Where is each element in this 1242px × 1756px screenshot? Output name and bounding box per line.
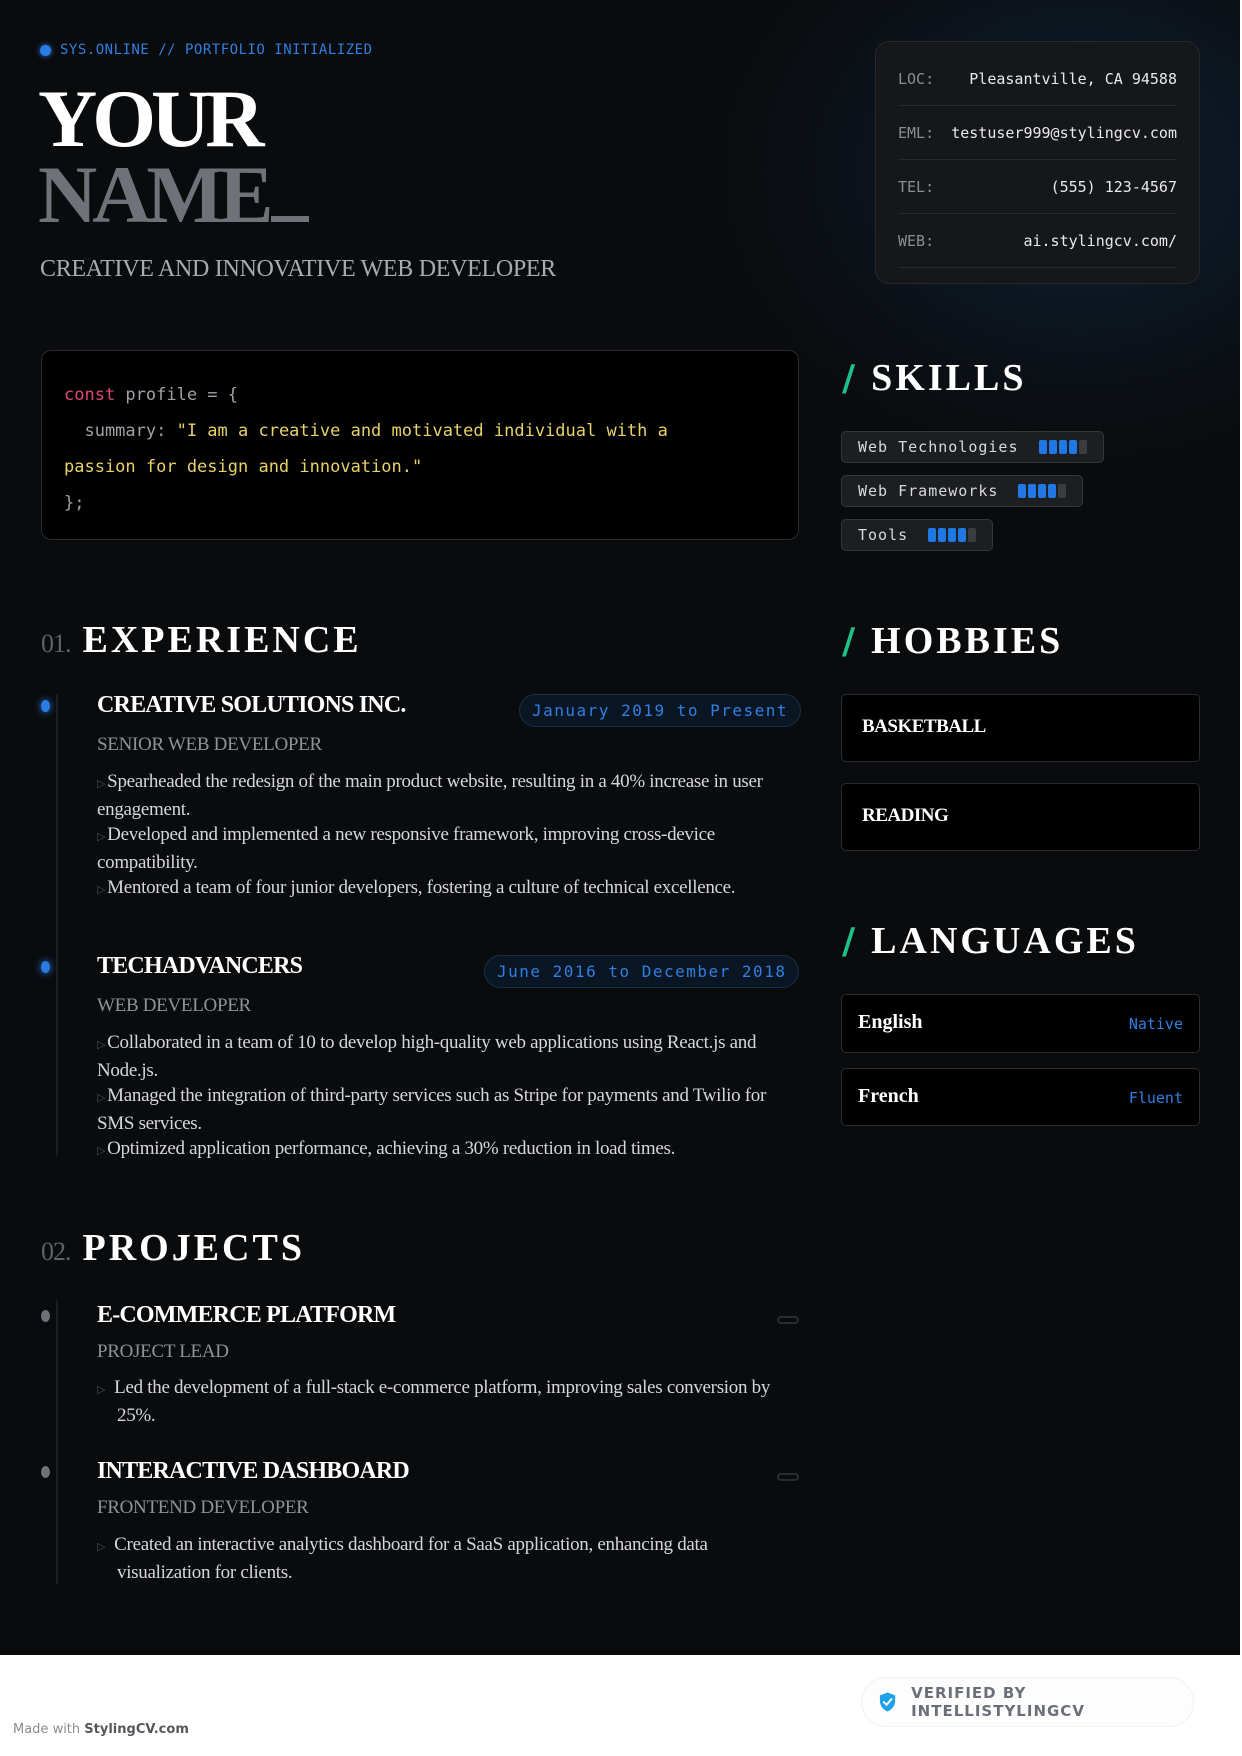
contact-value: Pleasantville, CA 94588 [969,69,1177,88]
triangle-right-icon: ▷ [97,1541,106,1553]
contact-row-phone [898,160,1177,214]
skill-level-bars [928,528,976,542]
language-card [841,994,1200,1053]
timeline-dot-icon [41,961,50,973]
slash-icon: / [842,357,856,399]
skill-label: Tools [858,526,909,544]
bullet-item: ▷ Spearheaded the redesign of the main product website, resulting in a 40% increase in user engagement. [97,771,763,820]
section-number: 02. [41,1237,71,1266]
email-link[interactable]: testuser999@stylingcv.com [951,123,1177,142]
code-line: passion for design and innovation." [64,457,423,477]
name-last-text: NAME [38,149,269,240]
section-title: HOBBIES [871,620,1064,662]
job-role: SENIOR WEB DEVELOPER [97,734,322,755]
language-level: Native [1128,1015,1183,1033]
section-number: 01. [41,629,71,658]
hobby-card [841,694,1200,762]
skill-label: Web Frameworks [858,482,999,500]
brand-link[interactable]: StylingCV.com [84,1722,189,1737]
bullet-item: ▷ Mentored a team of four junior developers, fostering a culture of technical excellence. [97,877,736,898]
triangle-right-icon: ▷ [97,884,106,896]
triangle-right-icon: ▷ [97,1039,106,1051]
project-role: FRONTEND DEVELOPER [97,1497,309,1518]
company-name: TECHADVANCERS [97,953,303,979]
contact-key: EML: [898,123,935,142]
contact-card [875,41,1200,284]
profile-summary-code [41,350,799,540]
status-line [40,42,373,58]
skill-level-bars [1018,484,1066,498]
language-card [841,1068,1200,1126]
date-badge: January 2019 to Present [519,694,801,727]
triangle-right-icon: ▷ [97,831,106,843]
bullet-item: ▷ Managed the integration of third-party services such as Stripe for payments and Twilio for SMS services. [97,1085,767,1134]
section-title: EXPERIENCE [82,619,362,661]
bullet-item: ▷ Developed and implemented a new responsive framework, improving cross-device compatibility. [97,824,715,873]
verified-text: VERIFIED BY INTELLISTYLINGCV [911,1684,1085,1720]
skill-tag [841,519,993,551]
skill-tag [841,475,1083,507]
bullet-item: ▷ Created an interactive analytics dashboard for a SaaS application, enhancing data visualization for clients. [97,1534,708,1583]
contact-key: TEL: [898,177,935,196]
project-name: INTERACTIVE DASHBOARD [97,1458,409,1484]
triangle-right-icon: ▷ [97,1092,106,1104]
cursor-icon [271,216,309,222]
triangle-right-icon: ▷ [97,1145,106,1157]
timeline-line [56,1300,58,1584]
contact-key: WEB: [898,231,935,250]
website-link[interactable]: ai.stylingcv.com/ [1023,231,1177,250]
bullet-list [97,1030,797,1164]
contact-key: LOC: [898,69,935,88]
contact-row-email[interactable] [898,106,1177,160]
code-line: const profile = { [64,385,239,405]
timeline-dot-icon [41,1466,50,1478]
slash-icon: / [842,620,856,662]
hobby-label: BASKETBALL [862,716,986,737]
timeline-dot-icon [41,1310,50,1322]
bullet-item: ▷ Optimized application performance, achieving a 30% reduction in load times. [97,1138,676,1159]
shield-check-icon [878,1691,897,1713]
slash-icon: / [842,920,856,962]
job-role: WEB DEVELOPER [97,995,251,1016]
status-text: SYS.ONLINE // PORTFOLIO INITIALIZED [60,42,373,58]
language-name: French [858,1085,919,1107]
skill-level-bars [1039,440,1087,454]
experience-heading [41,618,362,662]
projects-heading [41,1226,305,1270]
skills-heading [842,356,1026,400]
date-badge: June 2016 to December 2018 [484,955,799,988]
project-name: E-COMMERCE PLATFORM [97,1302,396,1328]
bullet-list [97,769,797,903]
bullet-list [97,1532,797,1585]
triangle-right-icon: ▷ [97,778,106,790]
tagline: CREATIVE AND INNOVATIVE WEB DEVELOPER [40,256,556,282]
project-link-pill[interactable] [777,1316,799,1324]
section-title: LANGUAGES [871,920,1139,962]
skill-tag [841,431,1104,463]
timeline-line [56,694,58,1156]
hobby-card [841,783,1200,851]
contact-value: (555) 123-4567 [1050,177,1177,196]
name-last [38,149,309,240]
name-first: YOUR [38,73,260,164]
verified-badge[interactable] [861,1677,1194,1727]
contact-row-location [898,52,1177,106]
bullet-item: ▷ Led the development of a full-stack e-commerce platform, improving sales conversion by 25%. [97,1377,771,1426]
hobby-label: READING [862,805,949,826]
section-title: SKILLS [871,357,1027,399]
code-line: }; [64,493,85,513]
company-name: CREATIVE SOLUTIONS INC. [97,692,406,718]
skill-label: Web Technologies [858,438,1019,456]
project-role: PROJECT LEAD [97,1341,229,1362]
language-name: English [858,1011,923,1033]
status-dot-icon [40,45,51,56]
contact-row-web[interactable] [898,214,1177,268]
project-link-pill[interactable] [777,1473,799,1481]
hobbies-heading [842,619,1063,663]
code-line: summary: "I am a creative and motivated individual with a [64,421,668,441]
bullet-item: ▷ Collaborated in a team of 10 to develop high-quality web applications using React.js and Node.js. [97,1032,757,1081]
language-level: Fluent [1128,1089,1183,1107]
section-title: PROJECTS [82,1227,305,1269]
bullet-list [97,1375,797,1428]
made-with-credit[interactable]: Made with StylingCV.com [13,1722,189,1737]
triangle-right-icon: ▷ [97,1384,106,1396]
languages-heading [842,919,1139,963]
timeline-dot-icon [41,700,50,712]
